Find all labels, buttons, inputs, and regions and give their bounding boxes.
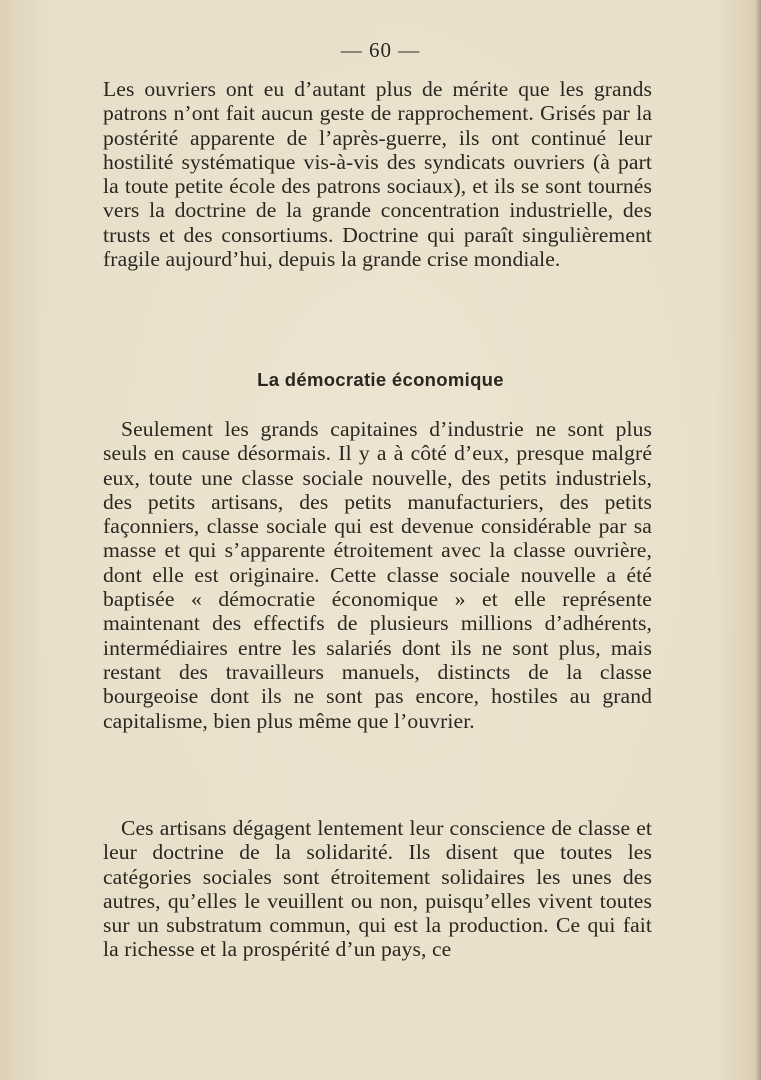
paragraph-2: Seulement les grands capitaines d’industrie ne sont plus seuls en cause désormais. Il y a à côté d’eux, presque malgré eux, toute une classe sociale nouvelle, des petits industriels, des petits artisans, des petits manufacturiers, des petits façonniers, classe sociale qui est devenue considérable par sa masse et qui s’apparente étroitement avec la classe ouvrière, dont elle est originaire. Cette classe sociale nouvelle a été baptisée « démocratie économique » et elle représente maintenant des effectifs de plusieurs millions d’adhérents, intermédiaires entre les salariés dont ils ne sont plus, mais restant des travailleurs manuels, distincts de la classe bourgeoise dont ils ne sont pas encore, hostiles au grand capitalisme, bien plus même que l’ouvrier. (103, 417, 652, 733)
page-number: — 60 — (340, 38, 421, 62)
paragraph-3: Ces artisans dégagent lentement leur conscience de classe et leur doctrine de la solidarité. Ils disent que toutes les catégories sociales sont étroitement solidaires les unes des autres, qu’elles le veuillent ou non, puisqu’elles vivent toutes sur un substratum commun, qui est la production. Ce qui fait la richesse et la prospérité d’un pays, ce (103, 816, 652, 962)
page-edge-shadow (755, 0, 761, 1080)
paragraph-1: Les ouvriers ont eu d’autant plus de mérite que les grands patrons n’ont fait aucun geste de rapprochement. Grisés par la postérité apparente de l’après-guerre, ils ont continué leur hostilité systématique vis-à-vis des syndicats ouvriers (à part la toute petite école des patrons sociaux), et ils se sont tournés vers la doctrine de la grande concentration industrielle, des trusts et des consortiums. Doctrine qui paraît singulièrement fragile aujourd’hui, depuis la grande crise mondiale. (103, 77, 652, 272)
section-heading: La démocratie économique (257, 369, 504, 390)
